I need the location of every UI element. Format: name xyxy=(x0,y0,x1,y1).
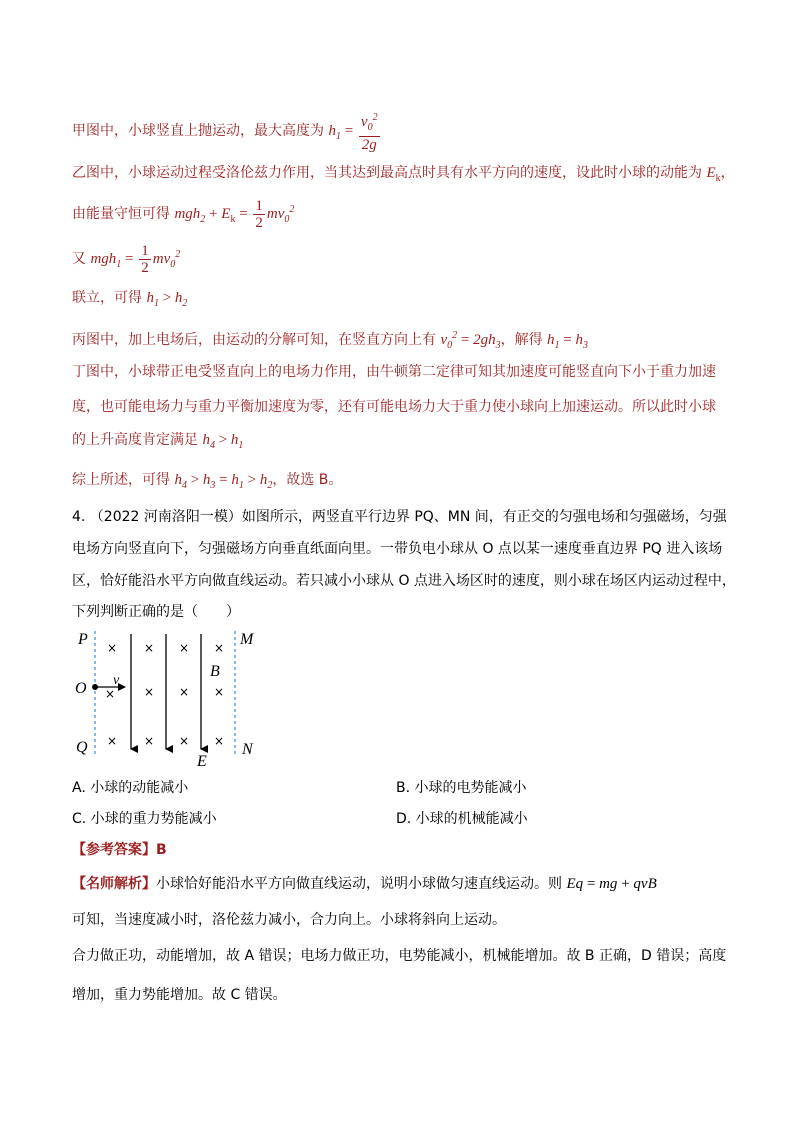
question-line-4: 下列判断正确的是（ ） xyxy=(72,604,240,620)
you-text: 又 xyxy=(72,250,86,267)
cross-mark: × xyxy=(214,641,225,655)
analysis-label: 【名师解析】 xyxy=(72,876,156,892)
magnetic-field-crosses xyxy=(105,641,224,748)
option-c[interactable]: C. 小球的重力势能减小 xyxy=(72,811,217,827)
option-b[interactable]: B. 小球的电势能减小 xyxy=(396,780,527,796)
analysis-line-3: 合力做正功，动能增加，故 A 错误；电场力做正功，电势能减小，机械能增加。故 B 正确，D 错误；高度 xyxy=(72,948,727,964)
label-e: E xyxy=(197,753,207,770)
cross-mark: × xyxy=(214,734,225,748)
answer-label: 【参考答案】 xyxy=(72,842,156,858)
cross-mark: × xyxy=(107,641,118,655)
option-a[interactable]: A. 小球的动能减小 xyxy=(72,780,189,796)
lianli-text: 联立，可得 xyxy=(72,290,142,306)
mgh1-eq: mgh$_1$ = $\frac{1}{2}$ $mv_0^2$ xyxy=(90,243,181,276)
analysis-line-1 xyxy=(72,874,657,894)
bing-line xyxy=(72,326,588,356)
label-b: B xyxy=(210,663,220,680)
analysis-line-4: 增加，重力势能增加。故 C 错误。 xyxy=(72,987,287,1003)
field-diagram xyxy=(72,626,272,771)
label-q: Q xyxy=(76,739,88,756)
question-line-1: 4. （2022 河南洛阳一模）如图所示，两竖直平行边界 PQ、MN 间，有正交的匀强电场和匀强磁场，匀强 xyxy=(72,509,727,525)
question-line-3: 区，恰好能沿水平方向做直线运动。若只减小小球从 O 点进入场区时的速度，则小球在场区内运动过程中， xyxy=(72,573,736,589)
answer-line xyxy=(72,840,167,860)
analysis-text-1: 小球恰好能沿水平方向做直线运动，说明小球做匀速直线运动。则 xyxy=(156,876,562,892)
cross-mark: × xyxy=(107,734,118,748)
label-o: O xyxy=(75,680,87,697)
cross-mark: × xyxy=(179,685,190,699)
answer-value: B xyxy=(156,842,167,858)
yi-text-1: 乙图中，小球运动过程受洛伦兹力作用，当其达到最高点时具有水平方向的速度，设此时小球的动能为 xyxy=(72,165,702,181)
yi-line-1 xyxy=(72,163,735,189)
cross-mark: × xyxy=(144,685,155,699)
balance-eq: Eq = mg + qvB xyxy=(566,876,657,892)
jia-text: 甲图中，小球竖直上抛运动，最大高度为 xyxy=(72,122,324,139)
question-line-2: 电场方向竖直向下，匀强磁场方向垂直纸面向里。一带负电小球从 O 点以某一速度垂直边界 PQ 进入该场 xyxy=(72,541,723,557)
ding-line-1: 丁图中，小球带正电受竖直向上的电场力作用，由牛顿第二定律可知其加速度可能竖直向下小于重力加速 xyxy=(72,364,716,380)
summary-suffix: ，故选 B。 xyxy=(272,472,343,488)
bing-mid: ，解得 xyxy=(500,332,543,348)
h1-formula: $h_1$ = $\frac{v_0^2}{2g}$ xyxy=(328,112,378,153)
jia-line xyxy=(72,110,382,153)
energy-eq: $mgh_2 + E_k$ = $\frac{1}{2}$ $mv_0^2$ xyxy=(174,198,295,231)
cross-mark: × xyxy=(179,734,190,748)
ding-line-2: 度，也可能电场力与重力平衡加速度为零，还有可能电场力大于重力使小球向上加速运动。所以此时小球 xyxy=(72,399,716,415)
h4-gt-h1: $h_4 > h_1$ xyxy=(202,432,244,451)
summary-text: 综上所述，可得 xyxy=(72,472,170,488)
ek-symbol: $E_k$ xyxy=(706,165,721,184)
analysis-line-2: 可知，当速度减小时，洛伦兹力减小，合力向上。小球将斜向上运动。 xyxy=(72,912,506,928)
h1-gt-h2: $h_1 > h_2$ xyxy=(146,290,188,309)
cross-mark: × xyxy=(214,685,225,699)
label-v: v xyxy=(113,673,120,688)
you-line xyxy=(72,243,180,276)
height-order: $h_4 > h_3 = h_1 > h_2$ xyxy=(174,472,273,491)
option-d[interactable]: D. 小球的机械能减小 xyxy=(396,811,528,827)
summary-line xyxy=(72,470,342,496)
h1-eq-h3: $h_1 = h_3$ xyxy=(547,332,589,351)
cross-mark: × xyxy=(144,734,155,748)
cross-mark: × xyxy=(105,687,116,701)
label-n: N xyxy=(242,741,253,758)
label-p: P xyxy=(78,631,88,648)
ding-line-3 xyxy=(72,430,243,456)
bing-text: 丙图中，加上电场后，由运动的分解可知，在竖直方向上有 xyxy=(72,332,436,348)
cross-mark: × xyxy=(144,641,155,655)
cross-mark: × xyxy=(179,641,190,655)
yi-line-2 xyxy=(72,198,294,231)
v0-eq: $v_0^2 = 2gh_3$ xyxy=(440,330,501,351)
yi-comma: ， xyxy=(720,165,735,181)
ding-text-3: 的上升高度肯定满足 xyxy=(72,432,198,448)
label-m: M xyxy=(240,631,254,648)
lianli-line xyxy=(72,288,187,314)
yi-text-2: 由能量守恒可得 xyxy=(72,205,170,222)
